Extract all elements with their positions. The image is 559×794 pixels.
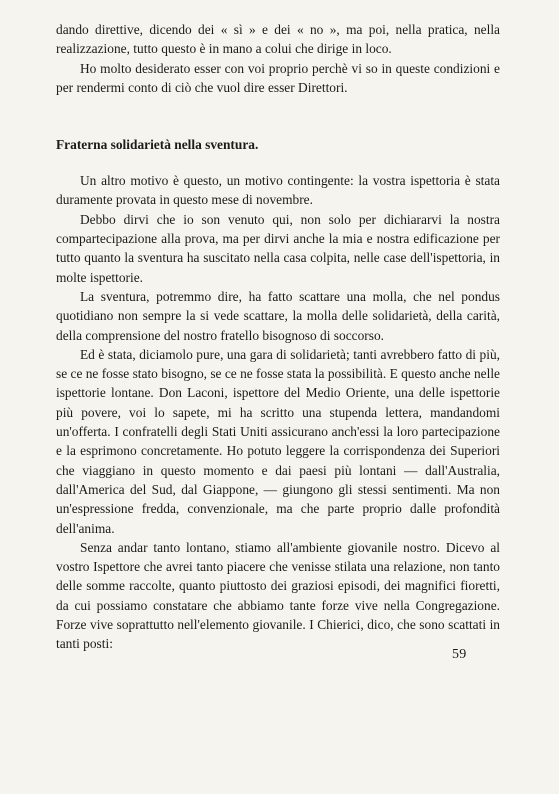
paragraph: Un altro motivo è questo, un motivo contingente: la vostra ispettoria è stata duramente provata in questo mese di novembre. bbox=[56, 173, 500, 208]
spacer bbox=[56, 154, 500, 171]
spacer bbox=[56, 97, 500, 135]
book-page bbox=[56, 20, 500, 654]
paragraph: Debbo dirvi che io son venuto qui, non solo per dichiararvi la nostra compartecipazione alla prova, ma per dirvi anche la mia e nostra edificazione per tutto quanto la sventura ha suscitato nella casa colpita, nelle case dell'ispettoria, in molte ispettorie. bbox=[56, 211, 500, 285]
paragraph: Ed è stata, diciamolo pure, una gara di solidarietà; tanti avrebbero fatto di più, se ce ne fosse stato bisogno, se ce ne fosse stata la possibilità. E questo anche nelle ispettorie lontane. Don Laconi, ispettore del Medio Oriente, una delle ispettorie più povere, voi lo sapete, mi ha scritto una stupenda lettera, mandandomi un'offerta. I confratelli degli Stati Uniti assicurano anch'essi la loro partecipazione e la esprimono concretamente. Ho potuto leggere la corrispondenza dei Superiori che viaggiano in questo momento e dai paesi più lontani — dall'Australia, dall'America del Sud, dal Giappone, — giungono gli stessi sentimenti. Ma non un'espressione fredda, convenzionale, ma che parte proprio dalle profondità dell'anima. bbox=[56, 346, 500, 536]
paragraph: dando direttive, dicendo dei « sì » e dei « no », ma poi, nella pratica, nella realizzazione, tutto questo è in mano a colui che dirige in loco. bbox=[56, 22, 500, 57]
paragraph: La sventura, potremmo dire, ha fatto scattare una molla, che nel pondus quotidiano non sempre la si vede scattare, la molla delle solidarietà, della carità, della comprensione del nostro fratello bisognoso di soccorso. bbox=[56, 288, 500, 343]
paragraph: Senza andar tanto lontano, stiamo all'ambiente giovanile nostro. Dicevo al vostro Ispettore che avrei tanto piacere che venisse stilata una relazione, non tanto delle somme raccolte, quanto piuttosto dei graziosi episodi, dei magnifici fioretti, da cui possiamo constatare che abbiamo tante forze vive nella Congregazione. Forze vive soprattutto nell'elemento giovanile. I Chierici, dico, che sono scattati in tanti posti: bbox=[56, 539, 500, 652]
paragraph: Ho molto desiderato esser con voi proprio perchè vi so in queste condizioni e per rendermi conto di ciò che vuol dire esser Direttori. bbox=[56, 60, 500, 95]
section-heading: Fraterna solidarietà nella sventura. bbox=[56, 137, 259, 153]
page-number: 59 bbox=[452, 647, 467, 662]
